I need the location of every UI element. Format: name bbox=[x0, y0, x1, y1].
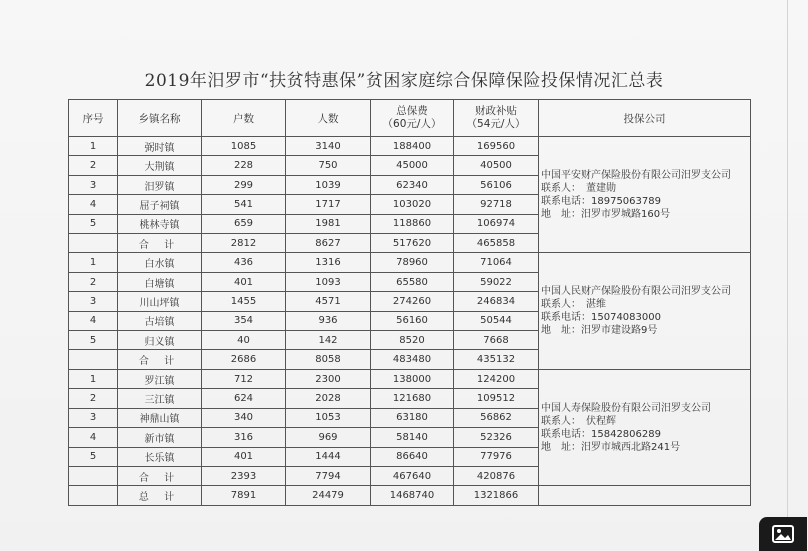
total-label: 总 计 bbox=[118, 486, 202, 506]
cell-people: 750 bbox=[286, 156, 371, 175]
cell-people: 142 bbox=[286, 331, 371, 350]
cell-premium: 138000 bbox=[371, 369, 454, 388]
cell-people: 1444 bbox=[286, 447, 371, 466]
cell-seq: 4 bbox=[69, 311, 118, 330]
subtotal-households: 2812 bbox=[202, 234, 286, 253]
header-row bbox=[69, 100, 751, 137]
summary-table bbox=[68, 99, 751, 506]
cell-seq: 5 bbox=[69, 214, 118, 233]
cell-town: 长乐镇 bbox=[118, 447, 202, 466]
table-body bbox=[69, 137, 751, 506]
cell-premium: 56160 bbox=[371, 311, 454, 330]
cell-town: 新市镇 bbox=[118, 428, 202, 447]
cell-town: 古培镇 bbox=[118, 311, 202, 330]
cell-households: 228 bbox=[202, 156, 286, 175]
total-premium: 1468740 bbox=[371, 486, 454, 506]
cell-people: 3140 bbox=[286, 137, 371, 156]
cell-households: 436 bbox=[202, 253, 286, 272]
subtotal-premium: 467640 bbox=[371, 466, 454, 485]
cell-premium: 65580 bbox=[371, 272, 454, 291]
company-phone: 联系电话：15074083000 bbox=[541, 312, 661, 324]
cell-subsidy: 40500 bbox=[454, 156, 539, 175]
header-company: 投保公司 bbox=[539, 100, 751, 137]
total-subsidy: 1321866 bbox=[454, 486, 539, 506]
subtotal-subsidy: 420876 bbox=[454, 466, 539, 485]
cell-premium: 78960 bbox=[371, 253, 454, 272]
subtotal-subsidy: 465858 bbox=[454, 234, 539, 253]
cell-premium: 118860 bbox=[371, 214, 454, 233]
cell-town: 白水镇 bbox=[118, 253, 202, 272]
cell-people: 1053 bbox=[286, 408, 371, 427]
cell-households: 1085 bbox=[202, 137, 286, 156]
image-gallery-icon bbox=[772, 525, 794, 543]
subtotal-premium: 517620 bbox=[371, 234, 454, 253]
cell-premium: 121680 bbox=[371, 389, 454, 408]
cell-households: 401 bbox=[202, 272, 286, 291]
cell-seq: 2 bbox=[69, 272, 118, 291]
cell-people: 1093 bbox=[286, 272, 371, 291]
cell-subsidy: 77976 bbox=[454, 447, 539, 466]
table-row bbox=[69, 369, 751, 388]
subtotal-households: 2393 bbox=[202, 466, 286, 485]
header-subsidy bbox=[454, 100, 539, 137]
company-contact: 联系人： 伏程辉 bbox=[541, 415, 616, 427]
cell-seq: 5 bbox=[69, 447, 118, 466]
company-name: 中国人寿保险股份有限公司汨罗支公司 bbox=[541, 402, 711, 414]
company-address: 地 址：汨罗市城西北路241号 bbox=[541, 441, 681, 453]
cell-seq: 2 bbox=[69, 156, 118, 175]
cell-subsidy: 52326 bbox=[454, 428, 539, 447]
cell-subsidy: 50544 bbox=[454, 311, 539, 330]
subtotal-subsidy: 435132 bbox=[454, 350, 539, 369]
company-address: 地 址：汨罗市罗城路160号 bbox=[541, 208, 671, 220]
cell-subsidy: 71064 bbox=[454, 253, 539, 272]
cell-subsidy: 56862 bbox=[454, 408, 539, 427]
cell-blank bbox=[69, 486, 118, 506]
table-row bbox=[69, 137, 751, 156]
cell-households: 40 bbox=[202, 331, 286, 350]
header-premium-line2: （60元/人） bbox=[382, 118, 442, 130]
subtotal-label: 合 计 bbox=[118, 234, 202, 253]
company-name: 中国平安财产保险股份有限公司汨罗支公司 bbox=[541, 169, 731, 181]
cell-seq: 1 bbox=[69, 137, 118, 156]
page-edge bbox=[787, 0, 788, 551]
cell-seq: 1 bbox=[69, 253, 118, 272]
cell-premium: 8520 bbox=[371, 331, 454, 350]
image-gallery-button[interactable] bbox=[759, 517, 807, 551]
header-premium bbox=[371, 100, 454, 137]
cell-town: 汨罗镇 bbox=[118, 175, 202, 194]
cell-town: 三江镇 bbox=[118, 389, 202, 408]
cell-blank bbox=[539, 486, 751, 506]
cell-premium: 86640 bbox=[371, 447, 454, 466]
cell-town: 罗江镇 bbox=[118, 369, 202, 388]
page-title: 2019年汨罗市“扶贫特惠保”贫困家庭综合保障保险投保情况汇总表 bbox=[144, 71, 664, 91]
cell-households: 340 bbox=[202, 408, 286, 427]
company-cell bbox=[539, 137, 751, 253]
cell-households: 316 bbox=[202, 428, 286, 447]
cell-blank bbox=[69, 466, 118, 485]
cell-seq: 1 bbox=[69, 369, 118, 388]
subtotal-people: 8627 bbox=[286, 234, 371, 253]
cell-town: 屈子祠镇 bbox=[118, 195, 202, 214]
cell-subsidy: 106974 bbox=[454, 214, 539, 233]
grand-total-row bbox=[69, 486, 751, 506]
cell-subsidy: 124200 bbox=[454, 369, 539, 388]
total-people: 24479 bbox=[286, 486, 371, 506]
cell-households: 401 bbox=[202, 447, 286, 466]
company-contact: 联系人： 董建勋 bbox=[541, 182, 616, 194]
cell-subsidy: 109512 bbox=[454, 389, 539, 408]
cell-blank bbox=[69, 234, 118, 253]
cell-seq: 3 bbox=[69, 408, 118, 427]
cell-households: 299 bbox=[202, 175, 286, 194]
company-contact: 联系人： 湛维 bbox=[541, 299, 606, 311]
cell-households: 541 bbox=[202, 195, 286, 214]
company-cell bbox=[539, 253, 751, 369]
cell-town: 桃林寺镇 bbox=[118, 214, 202, 233]
cell-people: 2300 bbox=[286, 369, 371, 388]
cell-people: 936 bbox=[286, 311, 371, 330]
cell-premium: 45000 bbox=[371, 156, 454, 175]
cell-households: 1455 bbox=[202, 292, 286, 311]
subtotal-label: 合 计 bbox=[118, 466, 202, 485]
cell-subsidy: 92718 bbox=[454, 195, 539, 214]
cell-households: 659 bbox=[202, 214, 286, 233]
cell-people: 969 bbox=[286, 428, 371, 447]
cell-town: 归义镇 bbox=[118, 331, 202, 350]
cell-blank bbox=[69, 350, 118, 369]
cell-people: 1717 bbox=[286, 195, 371, 214]
header-households: 户数 bbox=[202, 100, 286, 137]
cell-subsidy: 169560 bbox=[454, 137, 539, 156]
cell-subsidy: 59022 bbox=[454, 272, 539, 291]
header-seq: 序号 bbox=[69, 100, 118, 137]
header-premium-line1: 总保费 bbox=[396, 105, 428, 117]
cell-households: 354 bbox=[202, 311, 286, 330]
cell-people: 1316 bbox=[286, 253, 371, 272]
cell-households: 712 bbox=[202, 369, 286, 388]
company-phone: 联系电话：15842806289 bbox=[541, 428, 661, 440]
cell-premium: 103020 bbox=[371, 195, 454, 214]
cell-people: 2028 bbox=[286, 389, 371, 408]
cell-premium: 62340 bbox=[371, 175, 454, 194]
cell-seq: 5 bbox=[69, 331, 118, 350]
table-row bbox=[69, 253, 751, 272]
cell-town: 白塘镇 bbox=[118, 272, 202, 291]
cell-subsidy: 246834 bbox=[454, 292, 539, 311]
cell-seq: 3 bbox=[69, 175, 118, 194]
cell-premium: 58140 bbox=[371, 428, 454, 447]
company-name: 中国人民财产保险股份有限公司汨罗支公司 bbox=[541, 286, 731, 298]
cell-seq: 4 bbox=[69, 195, 118, 214]
subtotal-people: 7794 bbox=[286, 466, 371, 485]
cell-people: 1039 bbox=[286, 175, 371, 194]
cell-premium: 188400 bbox=[371, 137, 454, 156]
header-town: 乡镇名称 bbox=[118, 100, 202, 137]
company-phone: 联系电话：18975063789 bbox=[541, 195, 661, 207]
cell-seq: 2 bbox=[69, 389, 118, 408]
cell-premium: 274260 bbox=[371, 292, 454, 311]
header-subsidy-line1: 财政补贴 bbox=[475, 105, 517, 117]
company-address: 地 址：汨罗市建设路9号 bbox=[541, 325, 658, 337]
cell-people: 4571 bbox=[286, 292, 371, 311]
company-cell bbox=[539, 369, 751, 485]
cell-subsidy: 56106 bbox=[454, 175, 539, 194]
subtotal-households: 2686 bbox=[202, 350, 286, 369]
cell-households: 624 bbox=[202, 389, 286, 408]
subtotal-premium: 483480 bbox=[371, 350, 454, 369]
cell-seq: 3 bbox=[69, 292, 118, 311]
header-subsidy-line2: （54元/人） bbox=[466, 118, 526, 130]
subtotal-label: 合 计 bbox=[118, 350, 202, 369]
cell-people: 1981 bbox=[286, 214, 371, 233]
cell-seq: 4 bbox=[69, 428, 118, 447]
subtotal-people: 8058 bbox=[286, 350, 371, 369]
total-households: 7891 bbox=[202, 486, 286, 506]
cell-subsidy: 7668 bbox=[454, 331, 539, 350]
header-people: 人数 bbox=[286, 100, 371, 137]
cell-town: 川山坪镇 bbox=[118, 292, 202, 311]
cell-town: 神鼎山镇 bbox=[118, 408, 202, 427]
cell-premium: 63180 bbox=[371, 408, 454, 427]
cell-town: 大荆镇 bbox=[118, 156, 202, 175]
cell-town: 弼时镇 bbox=[118, 137, 202, 156]
